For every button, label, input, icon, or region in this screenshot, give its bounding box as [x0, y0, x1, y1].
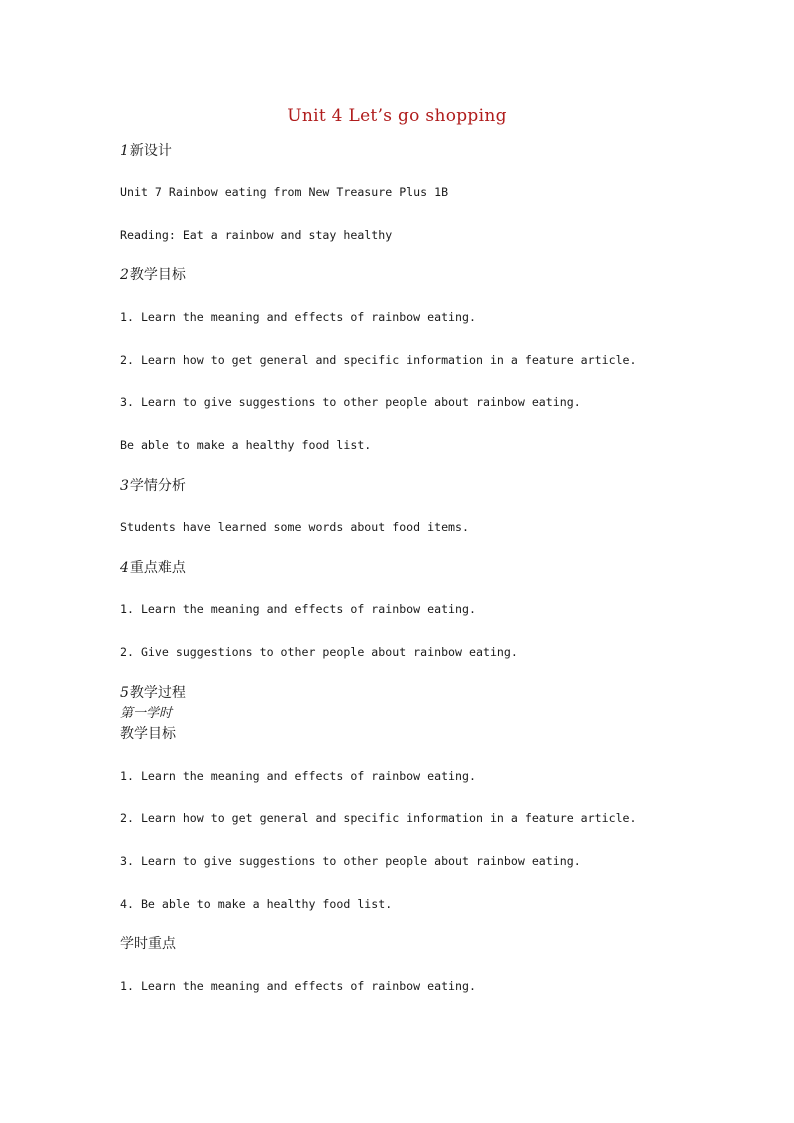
text-line: Be able to make a healthy food list.	[120, 438, 372, 452]
section-label: 学情分析	[129, 478, 186, 494]
section-heading-1	[120, 140, 172, 160]
text-line: 4. Be able to make a healthy food list.	[120, 897, 393, 911]
section-label: 教学过程	[129, 685, 186, 701]
section-number: 5	[120, 685, 129, 701]
text-line: Unit 7 Rainbow eating from New Treasure Plus 1B	[120, 185, 449, 199]
text-line: 1. Learn the meaning and effects of rainbow eating.	[120, 769, 476, 783]
section-label: 教学目标	[129, 267, 186, 283]
section-number: 2	[120, 267, 129, 283]
section-label: 重点难点	[129, 560, 186, 576]
text-line: 1. Learn the meaning and effects of rainbow eating.	[120, 602, 476, 616]
section-heading-3	[120, 475, 186, 495]
document-title: Unit 4 Let’s go shopping	[287, 106, 507, 126]
objectives-heading: 教学目标	[120, 726, 176, 742]
section-number: 4	[120, 560, 129, 576]
text-line: 3. Learn to give suggestions to other people about rainbow eating.	[120, 854, 581, 868]
section-number: 1	[120, 143, 129, 159]
text-line: 1. Learn the meaning and effects of rainbow eating.	[120, 979, 476, 993]
period-subheading: 第一学时	[120, 706, 173, 721]
text-line: 2. Learn how to get general and specific information in a feature article.	[120, 353, 637, 367]
section-label: 新设计	[129, 143, 172, 159]
section-heading-4	[120, 557, 186, 577]
text-line: 2. Learn how to get general and specific information in a feature article.	[120, 811, 637, 825]
text-line: 1. Learn the meaning and effects of rainbow eating.	[120, 310, 476, 324]
section-heading-2	[120, 264, 186, 284]
text-line: 2. Give suggestions to other people about rainbow eating.	[120, 645, 518, 659]
section-number: 3	[120, 478, 129, 494]
focus-heading: 学时重点	[120, 936, 176, 952]
text-line: 3. Learn to give suggestions to other people about rainbow eating.	[120, 395, 581, 409]
text-line: Students have learned some words about food items.	[120, 520, 470, 534]
section-heading-5	[120, 682, 186, 702]
text-line: Reading: Eat a rainbow and stay healthy	[120, 228, 393, 242]
